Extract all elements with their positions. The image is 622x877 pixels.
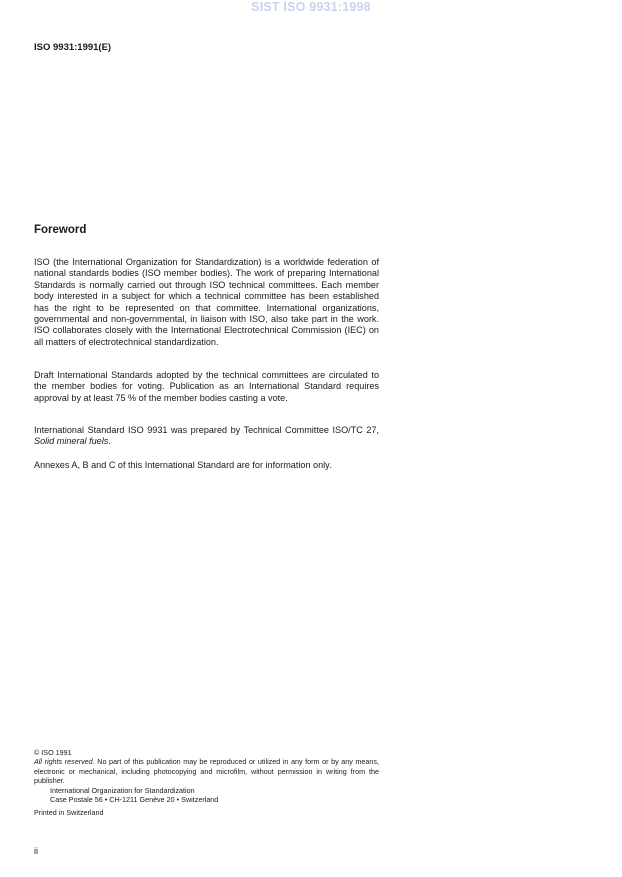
paragraph-1: ISO (the International Organization for Standardization) is a worldwide federation of national standards bodies (ISO member bodies). The work of preparing International Standards is normally carried out through ISO technical committees. Each member body interested in a subject for which a technical committee has been established has the right to be represented on that committee. International organizations, governmental and non-governmental, in liaison with ISO, also take part in the work. ISO collaborates closely with the International Electrotechnical Commission (IEC) on all matters of electrotechnical standardization. <box>34 257 379 347</box>
paragraph-3 <box>34 425 379 448</box>
watermark: SIST ISO 9931:1998 <box>251 0 371 14</box>
section-heading: Foreword <box>34 224 87 236</box>
copyright-notice: © ISO 1991 <box>34 748 72 757</box>
paragraph-3-text: International Standard ISO 9931 was prepared by Technical Committee ISO/TC 27, <box>34 425 379 435</box>
paragraph-4: Annexes A, B and C of this International Standard are for information only. <box>34 460 332 470</box>
rights-label: All rights reserved. <box>34 757 95 767</box>
paragraph-3-end: . <box>108 436 111 447</box>
committee-title: Solid mineral fuels <box>34 436 109 447</box>
paragraph-2: Draft International Standards adopted by the technical committees are circulated to the member bodies for voting. Publication as an International Standard requires approval by at least 75 % of the member bodies casting a vote. <box>34 370 379 403</box>
document-id: ISO 9931:1991(E) <box>34 42 112 53</box>
organization-address: Case Postale 56 • CH-1211 Genève 20 • Switzerland <box>50 795 219 805</box>
rights-text: No part of this publication may be reproduced or utilized in any form or by any means, electronic or mechanical, including photocopying and microfilm, without permission in writing from the publisher. <box>34 757 379 786</box>
organization-name: International Organization for Standardization <box>50 785 195 795</box>
copyright-block <box>34 748 379 818</box>
printed-location: Printed in Switzerland <box>34 808 104 818</box>
page-number: ii <box>34 846 38 856</box>
rights-statement <box>34 757 379 785</box>
